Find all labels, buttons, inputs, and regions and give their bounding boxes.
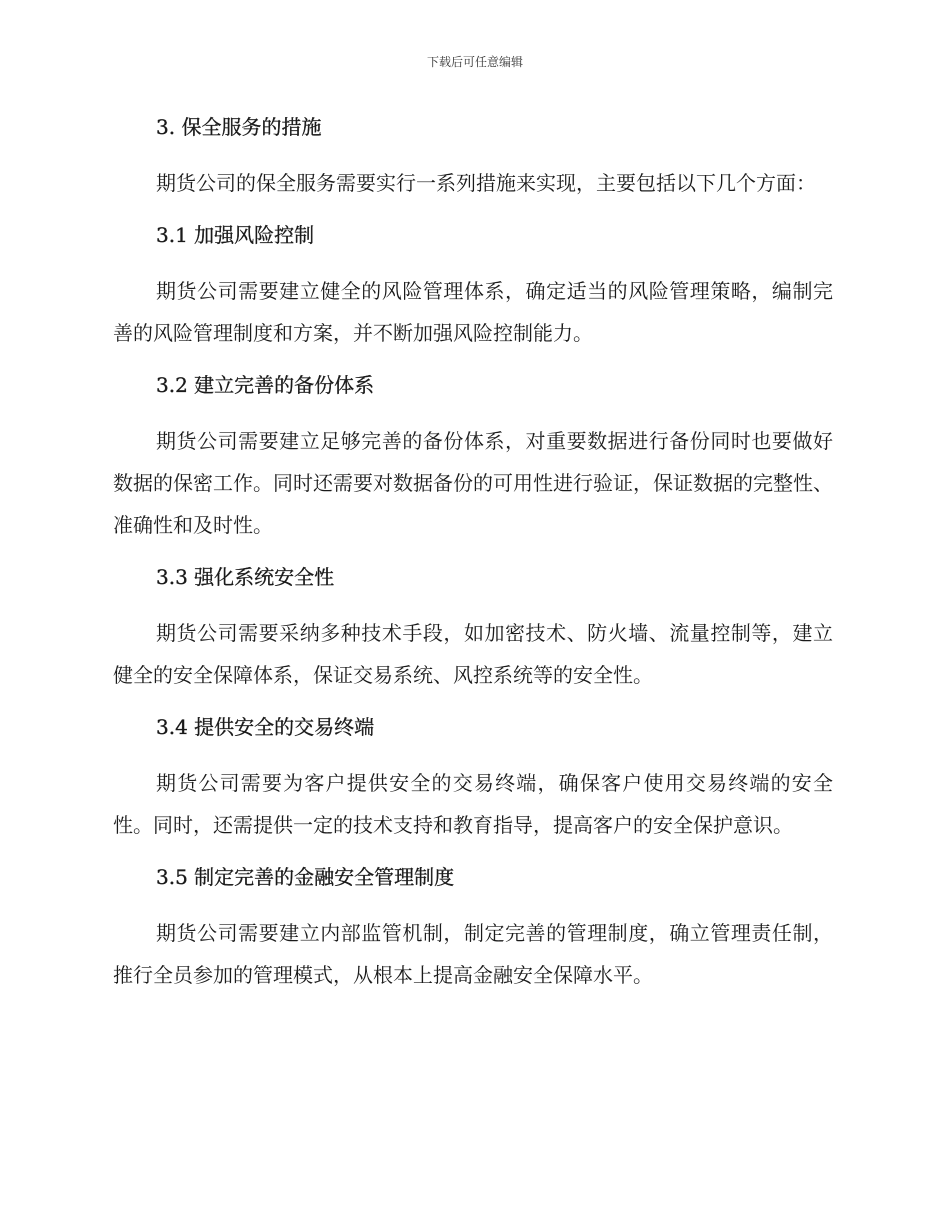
- document-body: [113, 110, 833, 996]
- section-paragraph: 期货公司需要建立健全的风险管理体系，确定适当的风险管理策略，编制完善的风险管理制度和方案，并不断加强风险控制能力。: [113, 279, 833, 345]
- section-heading: 3.2 建立完善的备份体系: [156, 373, 375, 397]
- section-paragraph: 期货公司需要建立足够完善的备份体系，对重要数据进行备份同时也要做好数据的保密工作。同时还需要对数据备份的可用性进行验证，保证数据的完整性、准确性和及时性。: [113, 429, 833, 537]
- section-heading: 3.4 提供安全的交易终端: [156, 715, 375, 739]
- section-heading: 3.5 制定完善的金融安全管理制度: [156, 865, 455, 889]
- section-heading: 3.1 加强风险控制: [156, 223, 315, 247]
- section-heading: 3. 保全服务的措施: [156, 115, 322, 139]
- section-paragraph: 期货公司的保全服务需要实行一系列措施来实现，主要包括以下几个方面：: [156, 171, 816, 195]
- section-paragraph: 期货公司需要采纳多种技术手段，如加密技术、防火墙、流量控制等，建立健全的安全保障体系，保证交易系统、风控系统等的安全性。: [113, 621, 833, 687]
- section-3-2: [113, 368, 833, 560]
- section-3-5: [113, 860, 833, 996]
- section-3-1: [113, 218, 833, 368]
- section-heading: 3.3 强化系统安全性: [156, 565, 335, 589]
- section-paragraph: 期货公司需要建立内部监管机制，制定完善的管理制度，确立管理责任制，推行全员参加的管理模式，从根本上提高金融安全保障水平。: [113, 921, 833, 987]
- section-paragraph: 期货公司需要为客户提供安全的交易终端，确保客户使用交易终端的安全性。同时，还需提供一定的技术支持和教育指导，提高客户的安全保护意识。: [113, 771, 833, 837]
- section-3-4: [113, 710, 833, 860]
- section-3-3: [113, 560, 833, 710]
- page-header-note: 下载后可任意编辑: [426, 55, 523, 69]
- section-3: [113, 110, 833, 218]
